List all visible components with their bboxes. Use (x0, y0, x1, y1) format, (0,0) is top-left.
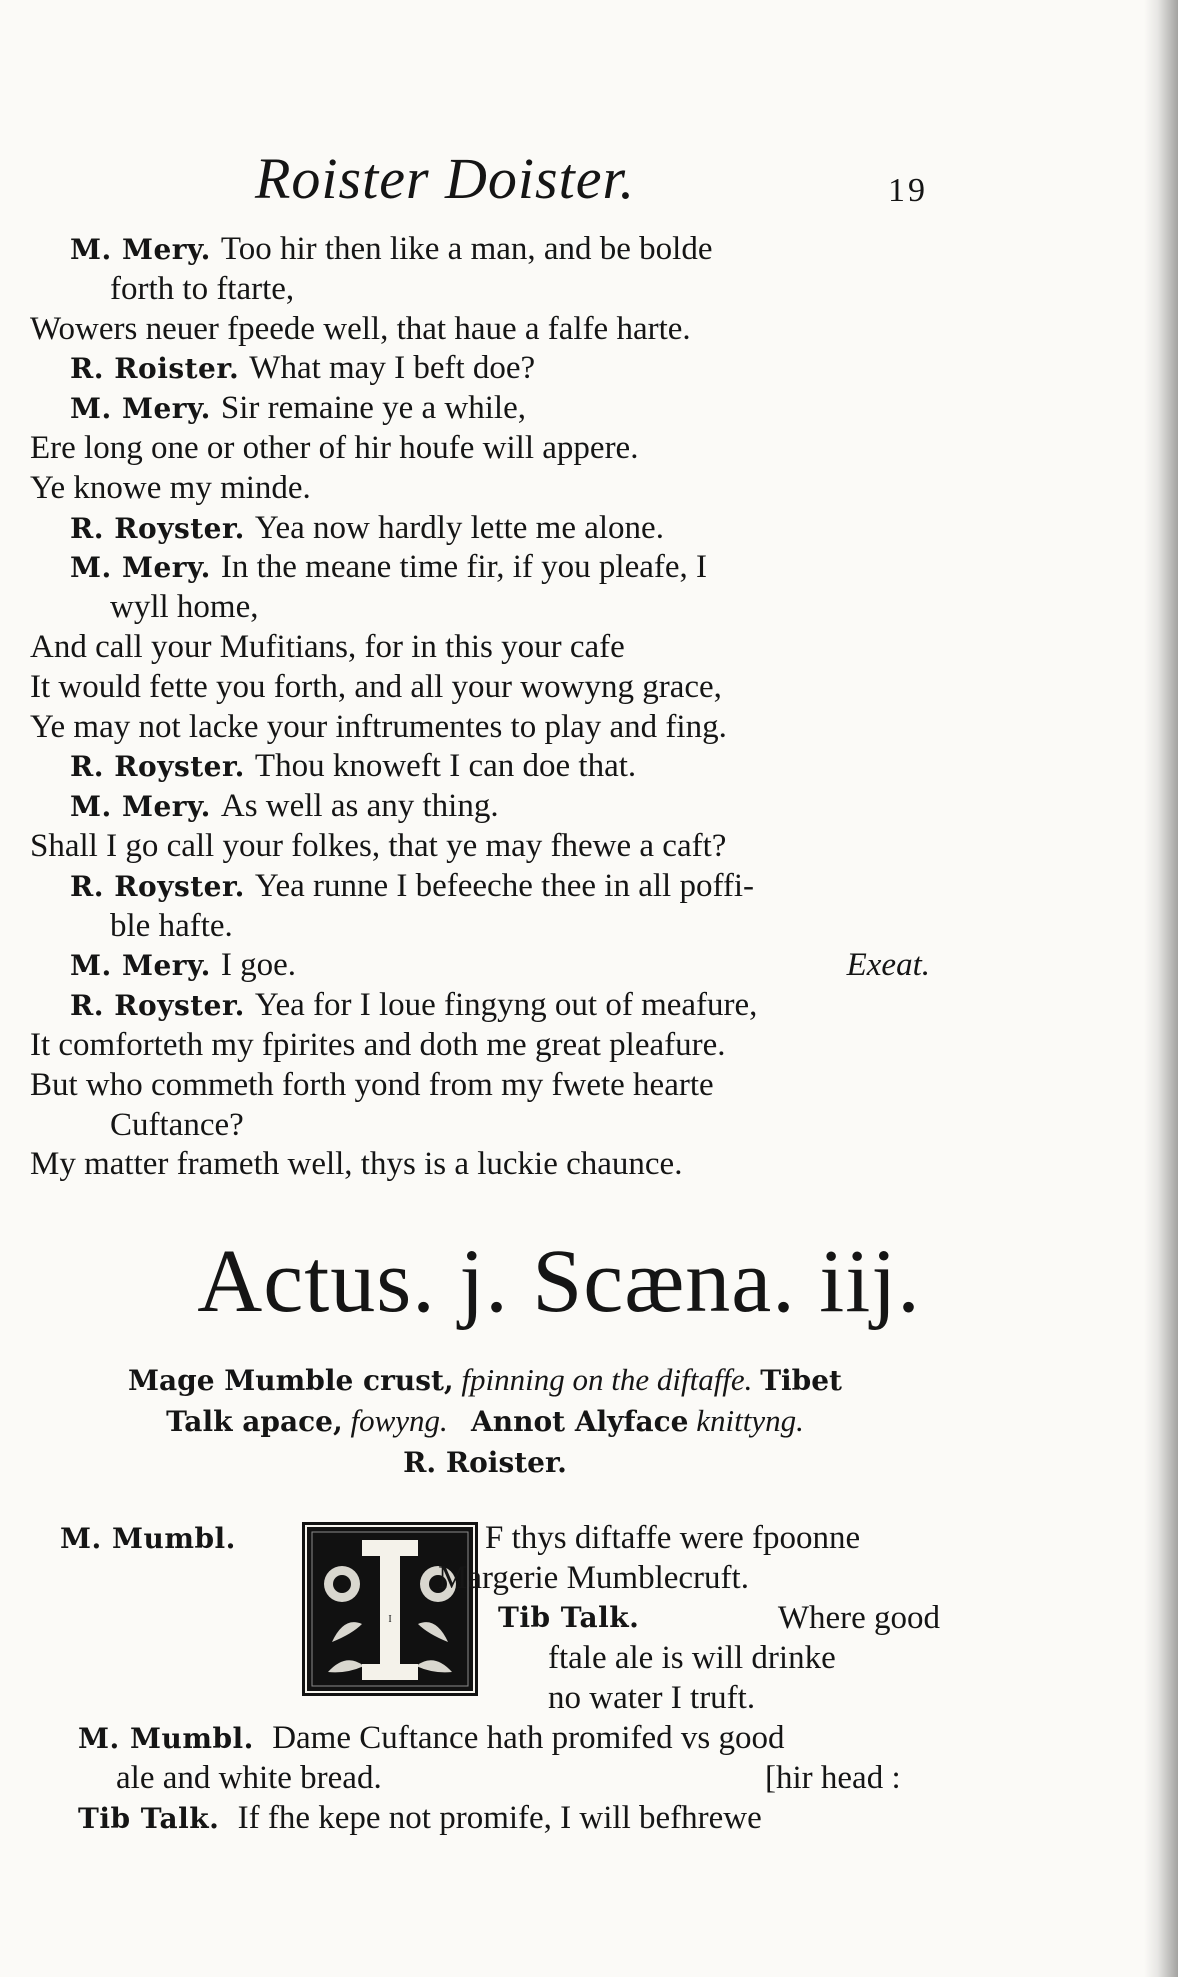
cast-name: Tibet (760, 1364, 842, 1397)
running-title: Roister Doister. (255, 146, 636, 211)
line-text: But who commeth forth yond from my fwete hearte (30, 1066, 714, 1103)
dialogue-line (30, 509, 930, 549)
cast-name: Talk apace, (166, 1405, 343, 1438)
dialogue-line (30, 907, 930, 947)
line-text: Yea runne I befeeche thee in all poffi- (254, 867, 754, 904)
line-text: Thou knoweft I can doe that. (254, 748, 637, 785)
cast-action: knittyng. (696, 1403, 804, 1438)
line-text: Yea now hardly lette me alone. (254, 509, 664, 546)
line-text: And call your Mufitians, for in this your cafe (30, 628, 625, 665)
speaker-label: Tib Talk. (78, 1802, 220, 1835)
speaker-label: M. Mery. (70, 551, 211, 585)
scene-line (30, 1798, 940, 1838)
line-text: Margerie Mumblecruft. (438, 1560, 749, 1596)
speaker-label: M. Mumbl. (60, 1522, 236, 1555)
speaker-label: R. Royster. (70, 511, 245, 545)
dialogue-line (30, 548, 930, 588)
dialogue-line (30, 747, 930, 787)
speaker-label: R. Royster. (70, 750, 245, 784)
speaker-label: R. Royster. (70, 869, 245, 903)
svg-text:I: I (388, 1614, 392, 1625)
page-number: 19 (888, 172, 928, 209)
line-text: ble hafte. (110, 907, 233, 944)
speaker-label: M. Mery. (70, 392, 211, 426)
stage-direction: Exeat. (846, 947, 930, 984)
line-text: ale and white bread. (116, 1760, 382, 1796)
dialogue-line (30, 867, 930, 907)
line-text: If fhe kepe not promife, I will befhrewe (237, 1800, 762, 1836)
cast-action: fpinning on the diftaffe. (461, 1362, 753, 1397)
cast-name: R. Roister. (403, 1446, 567, 1479)
dialogue-line (30, 827, 930, 867)
dialogue-line (30, 349, 930, 389)
line-text: Ere long one or other of hir houfe will appere. (30, 429, 639, 466)
speaker-label: R. Roister. (70, 352, 240, 386)
dialogue-block (30, 230, 930, 1185)
scene-dialogue (30, 1518, 940, 1838)
line-text: In the meane time fir, if you pleafe, I (220, 549, 707, 586)
dialogue-line (30, 588, 930, 628)
dialogue-line (30, 1066, 930, 1106)
line-text: What may I beft doe? (249, 350, 536, 387)
cast-line-3 (30, 1442, 940, 1483)
line-text: wyll home, (110, 589, 259, 626)
scene-line (30, 1638, 940, 1678)
dialogue-line (30, 668, 930, 708)
speaker-label: R. Royster. (70, 989, 245, 1023)
scene-line (30, 1718, 940, 1758)
line-text: Ye may not lacke your inftrumentes to play and fing. (30, 708, 727, 745)
line-text: Wowers neuer fpeede well, that haue a falfe harte. (30, 310, 691, 347)
speaker-label: M. Mery. (70, 233, 211, 266)
cast-line-1 (30, 1360, 940, 1401)
dialogue-line (30, 270, 930, 310)
scene-line (30, 1558, 940, 1598)
speaker-label: M. Mumbl. (78, 1722, 254, 1755)
dialogue-line (30, 1026, 930, 1066)
line-text: Cuftance? (110, 1106, 244, 1143)
line-text: It would fette you forth, and all your wowyng grace, (30, 668, 722, 705)
line-text: Where good (777, 1600, 940, 1636)
cast-name: Annot Alyface (471, 1405, 689, 1438)
line-text: As well as any thing. (220, 788, 499, 825)
scene-line (30, 1758, 940, 1798)
cast-name: Mage Mumble crust, (128, 1364, 454, 1397)
line-text-right: [hir head : (765, 1760, 901, 1796)
speaker-label: M. Mery. (70, 790, 211, 824)
line-text: Dame Cuftance hath promifed vs good (272, 1720, 785, 1756)
line-text: Sir remaine ye a while, (220, 390, 526, 427)
line-text: Ye knowe my minde. (30, 469, 311, 506)
cast-action: fowyng. (350, 1403, 448, 1438)
line-text: It comforteth my fpirites and doth me great pleafure. (30, 1026, 726, 1063)
dialogue-line (30, 310, 930, 350)
dialogue-line (30, 230, 930, 270)
page-edge-shadow (1144, 0, 1178, 1977)
dialogue-line (30, 1106, 930, 1146)
dialogue-line (30, 1145, 930, 1185)
scene-heading: Actus. j. Scæna. iij. (197, 1232, 921, 1331)
line-text: Yea for I loue fingyng out of meafure, (254, 987, 758, 1024)
cast-line-2 (30, 1401, 940, 1442)
line-text: ftale ale is will drinke (548, 1640, 836, 1676)
dialogue-line (30, 946, 930, 986)
dialogue-line (30, 389, 930, 429)
line-text: forth to ftarte, (110, 270, 295, 307)
dialogue-line (30, 469, 930, 509)
speaker-label: Tib Talk. (498, 1601, 640, 1634)
line-text: Too hir then like a man, and be bolde (220, 231, 713, 267)
scene-line (30, 1678, 940, 1718)
line-text: I goe. (220, 947, 296, 984)
dialogue-line (30, 986, 930, 1026)
dialogue-line (30, 787, 930, 827)
line-text: Shall I go call your folkes, that ye may fhewe a caft? (30, 827, 727, 864)
cast-list (30, 1360, 940, 1483)
dialogue-line (30, 708, 930, 748)
line-text: no water I truft. (548, 1680, 756, 1716)
line-text: My matter frameth well, thys is a luckie chaunce. (30, 1146, 683, 1183)
scene-line (30, 1518, 940, 1558)
line-text: F thys diftaffe were fpoonne (485, 1520, 861, 1556)
dialogue-line (30, 429, 930, 469)
dialogue-line (30, 628, 930, 668)
speaker-label: M. Mery. (70, 949, 211, 983)
scene-line (30, 1598, 940, 1638)
